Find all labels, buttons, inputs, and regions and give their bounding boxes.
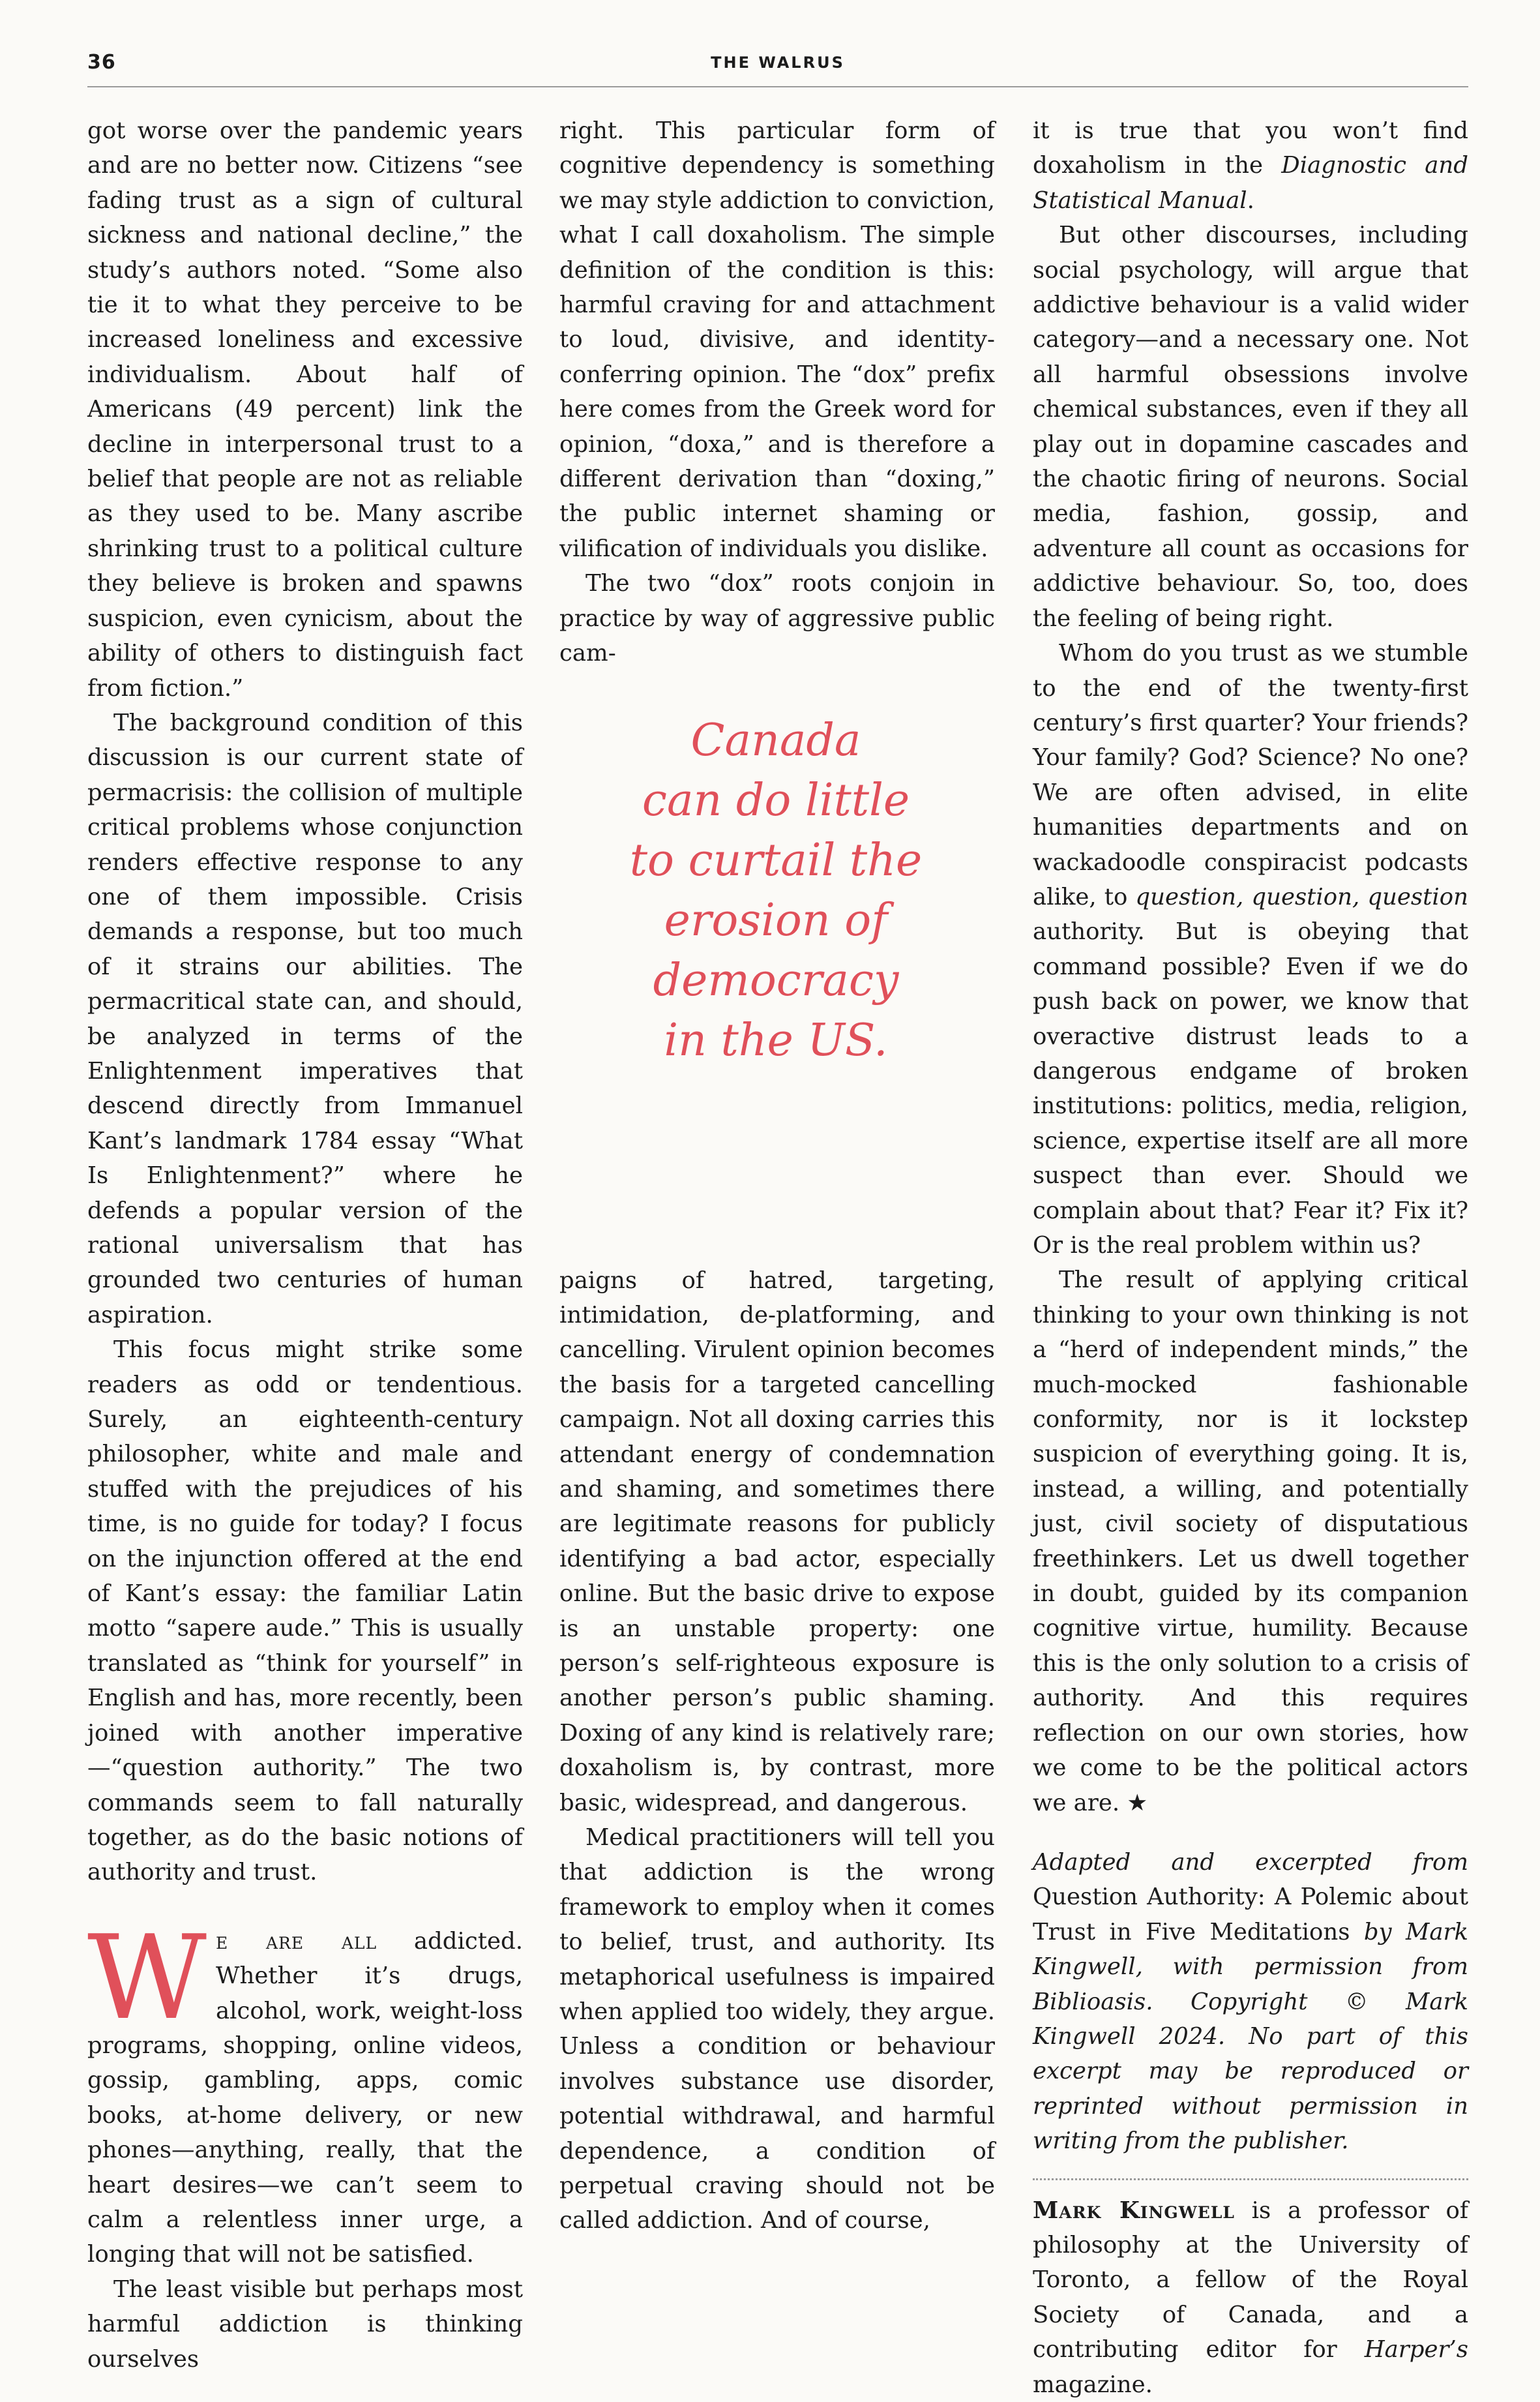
pull-quote-line: to curtail the [629, 835, 923, 886]
pull-quote-line: erosion of [664, 895, 888, 946]
small-caps-lead: e are all [215, 1927, 378, 1955]
pull-quote [574, 711, 978, 1071]
paragraph: Medical practitioners will tell you that addiction is the wrong framework to employ when it comes to belief, trust, and authority. Its metaphorical usefulness is impaired when applied too widely, they argue. Unless a condition or behaviour involves substance use disorder, potential withdrawal, and harmful dependence, a condition of perpetual craving should not be called addiction. And of course, [559, 1824, 995, 2234]
paragraph: got worse over the pandemic years and are no better now. Citizens “see fading trust as a sign of cultural sickness and national decline,” the study’s authors noted. “Some also tie it to what they perceive to be increased loneliness and excessive individualism. About half of Americans (49 percent) link the decline in interpersonal trust to a belief that people are not as reliable as they used to be. Many ascribe shrinking trust to a political culture they believe is broken and spawns suspicion, even cynicism, about the ability of others to distinguish fact from fiction.” [87, 117, 523, 702]
paragraph: The background condition of this discussion is our current state of permacrisis: the collision of multiple critical problems whose conjunction renders effective response to any one of them impossible. Crisis demands a response, but too much of it strains our abilities. The permacritical state can, and should, be analyzed in terms of the Enlightenment imperatives that descend directly from Immanuel Kant’s landmark 1784 essay “What Is Enlightenment?” where he defends a popular version of the rational universalism that has grounded two centuries of human aspiration. [87, 709, 523, 1329]
paragraph-text: . [1247, 187, 1254, 214]
paragraph: The result of applying critical thinking to your own thinking is not a “herd of independent minds,” the much-mocked fashionable conformity, nor is it lockstep suspicion of everything going. It is, instead, a willing, and potentially just, civil society of disputatious freethinkers. Let us dwell together in doubt, guided by its companion cognitive virtue, humility. Because this is the only solution to a crisis of authority. And this requires reflection on our own stories, how we come to be the political actors we are. ★ [1033, 1267, 1468, 1816]
italic-phrase: question, question, question [1135, 883, 1469, 910]
magazine-name: Harper’s [1364, 2336, 1468, 2364]
page-number: 36 [87, 51, 116, 74]
paragraph: The two “dox” roots conjoin in practice by way of aggressive public cam- [559, 570, 995, 667]
italic-title: Diagnostic and Statistical Manual [1033, 152, 1468, 214]
dotted-divider [1033, 2178, 1468, 2180]
bio-text: magazine. [1033, 2371, 1153, 2398]
paragraph: But other discourses, including social psychology, will argue that addictive behaviour is a valid wider category—and a necessary one. Not all harmful obsessions involve chemical substances, even if they all play out in dopamine cascades and the chaotic firing of neurons. Social media, fashion, gossip, and adventure all count as occasions for addictive behaviour. So, too, does the feeling of being right. [1033, 222, 1468, 632]
bio-text: is a professor of philosophy at the University of Toronto, a fellow of the Royal Society of Canada, and a contributing editor for [1033, 2197, 1468, 2364]
pull-quote-line: Canada [690, 715, 861, 766]
credit-text: Adapted and excerpted from [1033, 1848, 1468, 1876]
page-header [87, 50, 1468, 87]
pull-quote-line: in the US. [664, 1015, 888, 1066]
pull-quote-line: can do little [642, 775, 910, 826]
paragraph: right. This particular form of cognitive dependency is something we may style addiction to conviction, what I call doxaholism. The simple definition of the condition is this: harmful craving for and attachment to loud, divisive, and identity-conferring opinion. The “dox” prefix here comes from the Greek word for opinion, “doxa,” and is therefore a different derivation than “doxing,” the public internet shaming or vilification of individuals you dislike. [559, 117, 995, 562]
drop-cap: W [87, 1910, 207, 2045]
credit-text: by Mark Kingwell, with permission from Biblioasis. Copyright © Mark Kingwell 2024. No part of this excerpt may be reproduced or reprinted without permission in writing from the publisher. [1033, 1918, 1469, 2155]
author-bio [1033, 2193, 1468, 2402]
paragraph: This focus might strike some readers as odd or tendentious. Surely, an eighteenth-century philosopher, white and male and stuffed with the prejudices of his time, is no guide for today? I focus on the injunction offered at the end of Kant’s essay: the familiar Latin motto “sapere aude.” This is usually translated as “think for yourself” in English and has, more recently, been joined with another imperative—“question authority.” The two commands seem to fall naturally together, as do the basic notions of authority and trust. [87, 1336, 523, 1886]
paragraph-text: Whom do you trust as we stumble to the end of the twenty-first century’s first quarter? Your friends? Your family? God? Science? No one? We are often advised, in elite humanities departments and on wackadoodle conspiracist podcasts alike, to [1033, 640, 1468, 910]
author-name: Mark Kingwell [1033, 2197, 1235, 2224]
article-column-1 [87, 113, 523, 2377]
paragraph [1033, 636, 1468, 1263]
excerpt-credit [1033, 1845, 1468, 2159]
section-opening-paragraph [87, 1910, 523, 2272]
paragraph [1033, 113, 1468, 218]
article-column-2 [559, 113, 995, 2238]
paragraph-text: authority. But is obeying that command possible? Even if we do push back on power, we know that overactive distrust leads to a dangerous endgame of broken institutions: politics, media, religion, science, expertise itself are all more suspect than ever. Should we complain about that? Fear it? Fix it? Or is the real problem within us? [1033, 918, 1468, 1259]
paragraph: The least visible but perhaps most harmful addiction is thinking ourselves [87, 2275, 523, 2373]
pull-quote-line: democracy [653, 955, 899, 1006]
article-column-3 [1033, 113, 1468, 2402]
paragraph: paigns of hatred, targeting, intimidation, de-platforming, and cancelling. Virulent opinion becomes the basis for a targeted cancelling campaign. Not all doxing carries this attendant energy of condemnation and shaming, and sometimes there are legitimate reasons for publicly identifying a bad actor, especially online. But the basic drive to expose is an unstable property: one person’s self-righteous exposure is another person’s public shaming. Doxing of any kind is relatively rare; doxaholism is, by contrast, more basic, widespread, and dangerous. [559, 1267, 995, 1816]
publication-name: THE WALRUS [711, 53, 845, 72]
book-title: Question Authority: A Polemic about Trust in Five Meditations [1033, 1884, 1468, 1945]
paragraph-text: addicted. Whether it’s drugs, alcohol, work, weight-loss programs, shopping, online videos, gossip, gambling, apps, comic books, at-home delivery, or new phones—anything, really, that the heart desires—we can’t seem to calm a relentless inner urge, a longing that will not be satisfied. [87, 1927, 523, 2268]
paragraph-text: it is true that you won’t find doxaholism in the [1033, 117, 1468, 179]
